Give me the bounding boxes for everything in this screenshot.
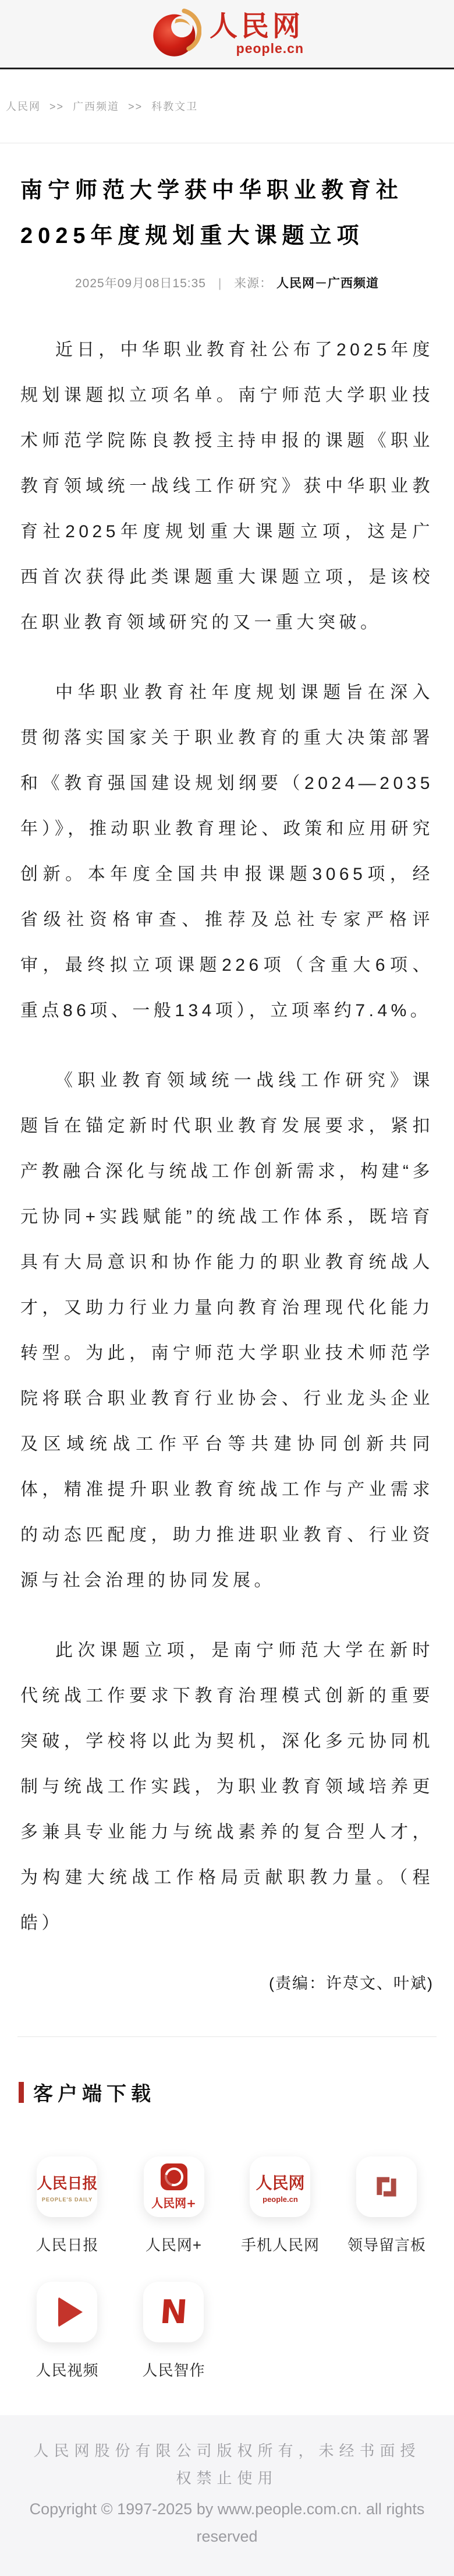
people-cn-orb-icon xyxy=(150,8,201,59)
breadcrumb-separator: >> xyxy=(128,101,143,112)
app-label: 手机人民网 xyxy=(240,2236,320,2254)
app-people-video[interactable] xyxy=(36,2282,98,2380)
message-board-icon xyxy=(356,2156,417,2217)
section-title-text: 客户端下载 xyxy=(33,2083,155,2105)
app-label: 人民网+ xyxy=(145,2236,203,2254)
app-label: 人民日报 xyxy=(36,2236,99,2254)
copyright-cn: 人民网股份有限公司版权所有，未经书面授权禁止使用 xyxy=(33,2442,421,2487)
mobile-people-icon-subtext: people.cn xyxy=(263,2194,298,2204)
breadcrumb-category[interactable]: 科教文卫 xyxy=(151,101,198,112)
mobile-people-icon-text: 人民网 xyxy=(256,2173,305,2193)
people-daily-icon-text: 人民日报 xyxy=(37,2175,98,2193)
logo-cn-text: 人民网 xyxy=(209,10,304,43)
app-mobile-people[interactable] xyxy=(241,2156,320,2255)
source-label: 来源： xyxy=(234,277,273,290)
app-message-board[interactable] xyxy=(347,2156,426,2255)
people-daily-icon-subtext: PEOPLE'S DAILY xyxy=(41,2196,93,2203)
app-label: 人民智作 xyxy=(142,2362,205,2379)
people-video-icon xyxy=(37,2282,97,2342)
paragraph: 《职业教育领域统一战线工作研究》课题旨在锚定新时代职业教育发展要求，紧扣产教融合深化与统战工作创新需求，构建“多元协同+实践赋能”的统战工作体系，既培育具有大局意识和协作能力的职业教育统战人才，又助力行业力量向教育治理现代化能力转型。为此，南宁师范大学职业技术师范学院将联合职业教育行业协会、行业龙头企业及区域统战工作平台等共建协同创新共同体，精准提升职业教育统战工作与产业需求的动态匹配度，助力推进职业教育、行业资源与社会治理的协同发展。 xyxy=(20,1071,434,1590)
article-body xyxy=(20,327,434,1946)
people-zhizuo-icon xyxy=(143,2282,204,2342)
section-divider xyxy=(17,2036,437,2037)
logo-en-text: people.cn xyxy=(236,40,304,56)
people-plus-globe-icon xyxy=(161,2163,187,2190)
people-plus-icon xyxy=(144,2156,204,2217)
app-people-daily[interactable] xyxy=(36,2156,98,2255)
section-title xyxy=(19,2078,454,2106)
app-people-zhizuo[interactable] xyxy=(142,2282,205,2380)
people-plus-icon-text: 人民网+ xyxy=(151,2196,196,2210)
people-cn-logo[interactable] xyxy=(150,8,304,59)
breadcrumb-separator: >> xyxy=(49,101,65,112)
source-name[interactable]: 人民网－广西频道 xyxy=(276,277,379,290)
app-label: 人民视频 xyxy=(36,2362,99,2379)
paragraph: 中华职业教育社年度规划课题旨在深入贯彻落实国家关于职业教育的重大决策部署和《教育强国建设规划纲要（2024—2035年）》，推动职业教育理论、政策和应用研究创新。本年度全国共申报课题3065项，经省级社资格审查、推荐及总社专家严格评审，最终拟立项课题226项（含重大6项、重点86项、一般134项），立项率约7.4%。 xyxy=(20,683,434,1020)
breadcrumb xyxy=(0,69,454,143)
site-footer xyxy=(0,2415,454,2576)
people-zhizuo-n-icon: N xyxy=(158,2293,189,2331)
editor-note: (责编：许荩文、叶斌) xyxy=(269,1975,434,1992)
mobile-people-icon xyxy=(250,2156,310,2217)
article-meta xyxy=(20,274,434,291)
play-icon xyxy=(58,2297,83,2327)
app-label: 领导留言板 xyxy=(347,2236,426,2254)
copyright-en: Copyright © 1997-2025 by www.people.com.cn. all rights reserved xyxy=(29,2500,425,2545)
message-board-bracket-icon xyxy=(368,2168,405,2205)
section-accent-bar xyxy=(19,2082,24,2103)
breadcrumb-channel[interactable]: 广西频道 xyxy=(73,101,120,112)
paragraph: 此次课题立项，是南宁师范大学在新时代统战工作要求下教育治理模式创新的重要突破，学校将以此为契机，深化多元协同机制与统战工作实践，为职业教育领域培养更多兼具专业能力与统战素养的复合型人才，为构建大统战工作格局贡献职教力量。（程皓） xyxy=(20,1641,434,1933)
paragraph: 近日，中华职业教育社公布了2025年度规划课题拟立项名单。南宁师范大学职业技术师范学院陈良教授主持申报的课题《职业教育领域统一战线工作研究》获中华职业教育社2025年度规划重大课题立项，这是广西首次获得此类课题重大课题立项，是该校在职业教育领域研究的又一重大突破。 xyxy=(20,340,434,632)
article xyxy=(0,168,454,1993)
article-title: 南宁师范大学获中华职业教育社2025年度规划重大课题立项 xyxy=(20,178,404,248)
client-download-section xyxy=(0,2078,454,2380)
people-daily-icon xyxy=(37,2156,97,2217)
apps-grid xyxy=(14,2156,440,2380)
publish-date: 2025年09月08日15:35 xyxy=(75,277,206,290)
app-people-plus[interactable] xyxy=(144,2156,204,2255)
meta-divider: | xyxy=(218,277,222,290)
site-header xyxy=(0,0,454,69)
breadcrumb-home[interactable]: 人民网 xyxy=(6,101,41,112)
